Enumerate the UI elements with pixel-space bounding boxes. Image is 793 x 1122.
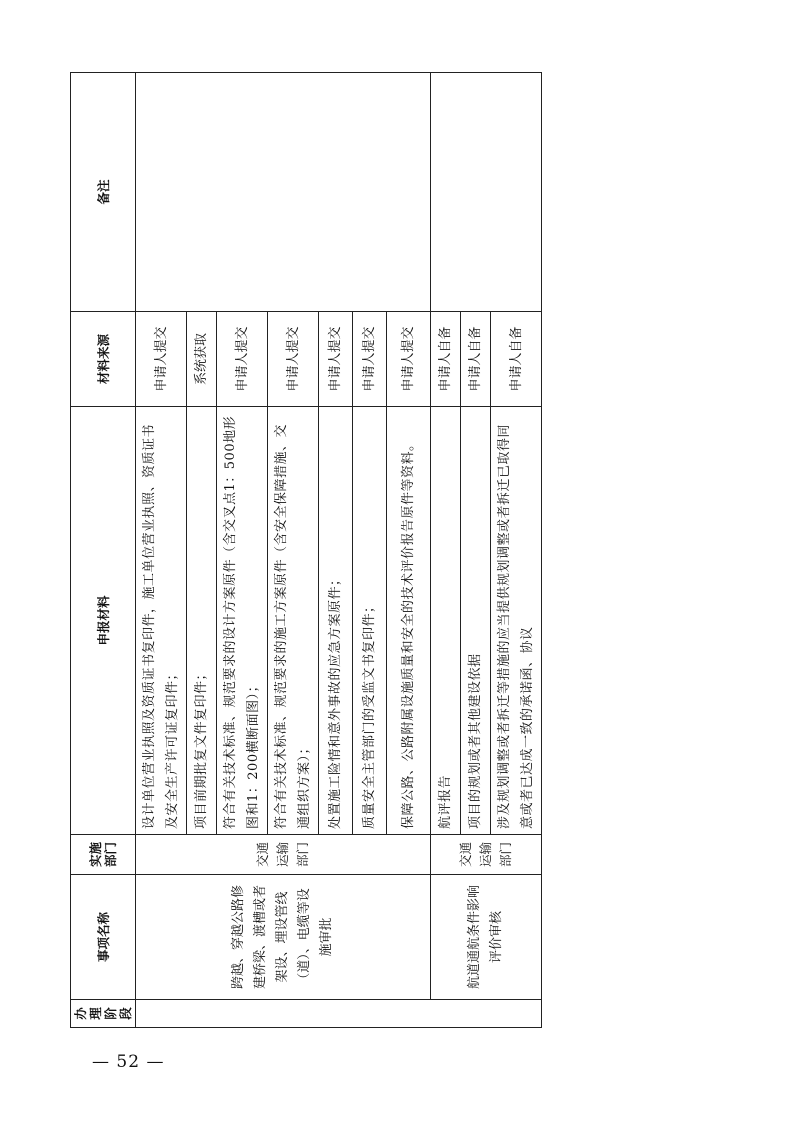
header-item-name: 事项名称 (71, 875, 136, 1000)
table-row (431, 73, 461, 1028)
table-row (136, 73, 187, 1028)
stage-cell (136, 1000, 542, 1028)
header-materials: 申报材料 (71, 407, 136, 835)
material-cell: 保障公路、公路附属设施质量和安全的技术评价报告原件等资料。 (387, 407, 431, 835)
material-cell: 符合有关技术标准、规范要求的设计方案原件（含交叉点1：500地形图和1：200横断面图）； (217, 407, 268, 835)
header-dept: 实施部门 (71, 835, 136, 875)
header-remark: 备注 (71, 73, 136, 312)
material-cell: 项目前期批复文件复印件； (187, 407, 217, 835)
page-number: — 52 — (92, 1052, 165, 1072)
remark-cell (136, 73, 431, 312)
dept-cell: 交通运输部门 (431, 835, 542, 875)
approval-materials-table (70, 72, 542, 1028)
source-cell: 申请人提交 (268, 312, 319, 407)
source-cell: 申请人提交 (353, 312, 387, 407)
source-cell: 申请人提交 (136, 312, 187, 407)
source-cell: 系统获取 (187, 312, 217, 407)
material-cell: 符合有关技术标准、规范要求的施工方案原件（含安全保障措施、交通组织方案）； (268, 407, 319, 835)
header-stage: 办理阶段 (71, 1000, 136, 1028)
remark-cell (431, 73, 542, 312)
source-cell: 申请人提交 (319, 312, 353, 407)
material-cell: 处置施工险情和意外事故的应急方案原件； (319, 407, 353, 835)
material-cell: 项目的规划或者其他建设依据 (461, 407, 491, 835)
source-cell: 申请人提交 (387, 312, 431, 407)
dept-cell: 交通运输部门 (136, 835, 431, 875)
source-cell: 申请人自备 (491, 312, 542, 407)
source-cell: 申请人提交 (217, 312, 268, 407)
material-cell: 涉及规划调整或者拆迁等措施的应当提供规划调整或者拆迁已取得同意或者已达成一致的承诺函、协议 (491, 407, 542, 835)
source-cell: 申请人自备 (431, 312, 461, 407)
material-cell: 质量安全主管部门的受监文书复印件； (353, 407, 387, 835)
table-header-row (71, 73, 136, 1028)
header-source: 材料来源 (71, 312, 136, 407)
rotated-table-page (70, 73, 535, 1028)
item-name-cell: 航道通航条件影响评价审核 (431, 875, 542, 1000)
material-cell: 设计单位营业执照及资质证书复印件，施工单位营业执照、资质证书及安全生产许可证复印件； (136, 407, 187, 835)
item-name-cell: 跨越、穿越公路修建桥梁、渡槽或者架设、埋设管线（道）、电缆等设施审批 (136, 875, 431, 1000)
source-cell: 申请人自备 (461, 312, 491, 407)
material-cell: 航评报告 (431, 407, 461, 835)
